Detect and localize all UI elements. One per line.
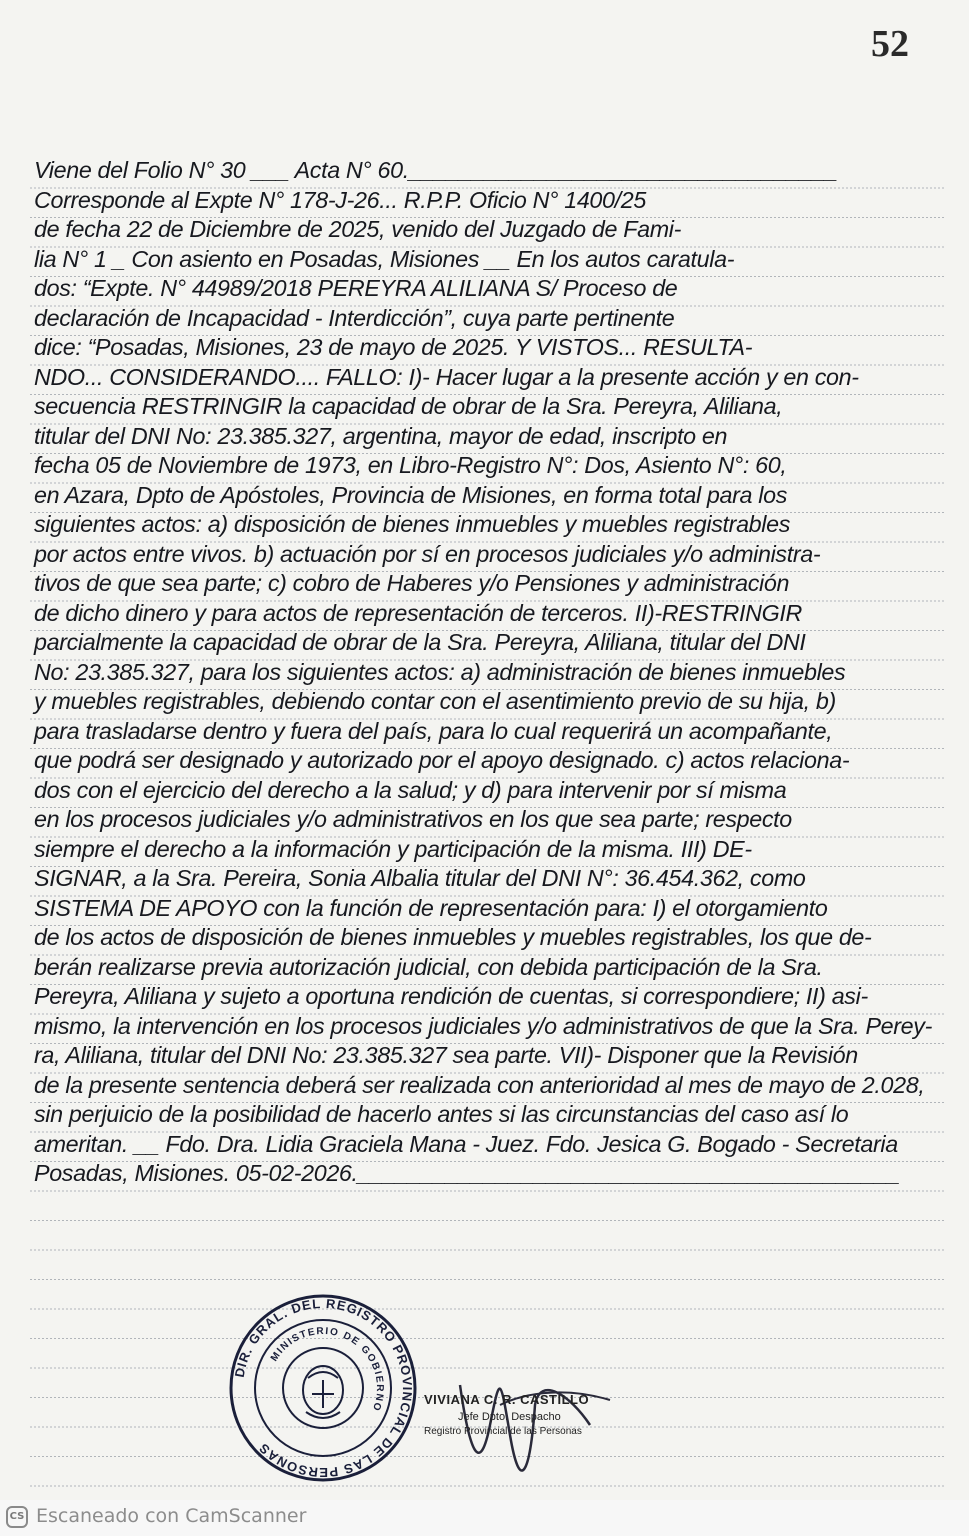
- stamp-inner-text: MINISTERIO DE GOBIERNO: [268, 1325, 386, 1414]
- text-line: en Azara, Dpto de Apóstoles, Provincia de Misiones, en forma total para los: [34, 481, 787, 508]
- text-line: secuencia RESTRINGIR la capacidad de obrar de la Sra. Pereyra, Aliliana,: [34, 393, 783, 419]
- text-line: tivos de que sea parte; c) cobro de Haberes y/o Pensiones y administración: [34, 570, 790, 596]
- text-line: de fecha 22 de Diciembre de 2025, venido del Juzgado de Fami-: [34, 216, 682, 242]
- text-line: dice: “Posadas, Misiones, 23 de mayo de 2025. Y VISTOS... RESULTA-: [34, 334, 753, 360]
- folio-number: 52: [871, 23, 909, 65]
- text-line: en los procesos judiciales y/o administrativos en los que sea parte; respecto: [34, 806, 792, 832]
- text-line: de dicho dinero y para actos de representación de terceros. II)-RESTRINGIR: [34, 599, 802, 626]
- text-line: sin perjuicio de la posibilidad de hacerlo antes si las circunstancias del caso así lo: [34, 1101, 849, 1127]
- stamp-outer-text: DIR. GRAL. DEL REGISTRO PROVINCIAL DE LAS PERSONAS: [231, 1295, 416, 1481]
- text-line: fecha 05 de Noviembre de 1973, en Libro-Registro N°: Dos, Asiento N°: 60,: [34, 452, 787, 478]
- text-line: NDO... CONSIDERANDO.... FALLO: I)- Hacer lugar a la presente acción y en con-: [34, 363, 859, 390]
- signer-name: VIVIANA C. R. CASTILLO: [424, 1392, 590, 1407]
- text-line: Pereyra, Aliliana y sujeto a oportuna rendición de cuentas, si correspondiere; II) asi-: [34, 983, 868, 1009]
- svg-text:MINISTERIO DE GOBIERNO: [269, 1326, 385, 1413]
- text-line: siempre el derecho a la información y participación de la misma. III) DE-: [34, 835, 752, 862]
- text-line: lia N° 1 _ Con asiento en Posadas, Misiones __ En los autos caratula-: [34, 245, 735, 272]
- text-line: Posadas, Misiones. 05-02-2026.___________________________________________: [34, 1160, 900, 1186]
- text-line: dos con el ejercicio del derecho a la salud; y d) para intervenir por sí misma: [34, 776, 787, 803]
- text-line: siguientes actos: a) disposición de bienes inmuebles y muebles registrables: [34, 511, 791, 537]
- handwritten-text: [34, 156, 942, 1189]
- signer-role: Jefe Dpto. Despacho: [458, 1411, 561, 1423]
- text-line: declaración de Incapacidad - Interdicción”, cuya parte pertinente: [34, 304, 675, 331]
- text-line: de los actos de disposición de bienes inmuebles y muebles registrables, los que de-: [34, 924, 872, 950]
- text-line: titular del DNI No: 23.385.327, argentina, mayor de edad, inscripto en: [34, 422, 728, 449]
- text-line: por actos entre vivos. b) actuación por sí en procesos judiciales y/o administra-: [34, 540, 821, 567]
- text-line: SIGNAR, a la Sra. Pereira, Sonia Albalia titular del DNI N°: 36.454.362, como: [34, 865, 806, 891]
- text-line: parcialmente la capacidad de obrar de la Sra. Pereyra, Aliliana, titular del DNI: [34, 629, 806, 655]
- signer-office: Registro Provincial de las Personas: [424, 1426, 582, 1437]
- text-line: ameritan. __ Fdo. Dra. Lidia Graciela Mana - Juez. Fdo. Jesica G. Bogado - Secretaria: [34, 1130, 898, 1157]
- text-line: berán realizarse previa autorización judicial, con debida participación de la Sra.: [34, 953, 823, 980]
- text-line: dos: “Expte. N° 44989/2018 PEREYRA ALILIANA S/ Proceso de: [34, 275, 678, 301]
- scanner-watermark: Escaneado con CamScanner: [36, 1505, 307, 1527]
- text-line: de la presente sentencia deberá ser realizada con anterioridad al mes de mayo de 2.028,: [34, 1071, 925, 1098]
- coat-of-arms-icon: [303, 1366, 343, 1418]
- text-line: Corresponde al Expte N° 178-J-26... R.P.P. Oficio N° 1400/25: [34, 186, 646, 213]
- text-line: No: 23.385.327, para los siguientes actos: a) administración de bienes inmuebles: [34, 658, 846, 685]
- text-line: ra, Aliliana, titular del DNI No: 23.385.327 sea parte. VII)- Disponer que la Revisión: [34, 1042, 858, 1068]
- camscanner-icon: CS: [6, 1506, 28, 1528]
- text-line: mismo, la intervención en los procesos judiciales y/o administrativos de que la Sra. Perey-: [34, 1012, 933, 1039]
- text-line: Viene del Folio N° 30 ___ Acta N° 60.__________________________________: [34, 157, 838, 183]
- text-line: para trasladarse dentro y fuera del país, para lo cual requerirá un acompañante,: [34, 717, 833, 744]
- text-line: y muebles registrables, debiendo contar con el asentimiento previo de su hija, b): [34, 688, 836, 714]
- text-line: que podrá ser designado y autorizado por el apoyo designado. c) actos relaciona-: [34, 747, 850, 773]
- registry-stamp: [228, 1282, 418, 1494]
- signature-block: [424, 1392, 654, 1437]
- text-line: SISTEMA DE APOYO con la función de representación para: I) el otorgamiento: [34, 894, 828, 921]
- scanner-footer: [0, 1500, 969, 1536]
